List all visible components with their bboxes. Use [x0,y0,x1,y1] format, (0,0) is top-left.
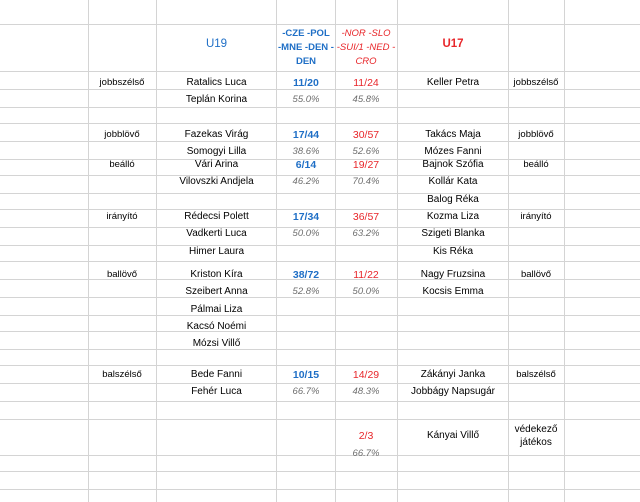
position-label-left[interactable]: jobblövő [104,129,140,140]
u19-player[interactable]: Rédecsi Polett [184,211,249,222]
u19-matches-header[interactable] [277,27,335,69]
u17-matches-line-2: -SUI/1 -NED - [336,42,396,53]
u19-player[interactable]: Ratalics Luca [186,77,247,88]
u17-player[interactable]: Nagy Fruzsina [420,269,486,280]
u19-player[interactable]: Szeibert Anna [185,286,248,298]
u19-score[interactable]: 11/20 [293,77,319,89]
u17-player[interactable]: Jobbágy Napsugár [411,386,495,398]
u17-score[interactable]: 14/29 [352,369,380,381]
grid-column-line [564,0,565,502]
grid-row-line [0,489,640,490]
u17-player[interactable]: Mózes Fanni [424,146,482,158]
u19-score[interactable]: 6/14 [295,159,317,171]
u17-matches-line-3: CRO [355,56,377,67]
position-label-right[interactable]: beálló [523,159,549,170]
goalkeeper-u17-pct[interactable]: 66.7% [352,448,380,459]
u17-score[interactable]: 11/22 [353,269,379,281]
goalkeeper-label-line-2: játékos [520,437,552,448]
u17-header[interactable]: U17 [442,38,464,50]
u19-matches-line-2: -MNE -DEN - [278,42,334,53]
u17-pct[interactable]: 48.3% [352,386,380,398]
u17-score[interactable]: 30/57 [352,129,380,141]
u19-player[interactable]: Teplán Korina [185,94,248,106]
u17-player[interactable]: Zákányi Janka [420,369,486,380]
u19-header[interactable]: U19 [205,38,228,50]
u19-score[interactable]: 17/34 [292,211,320,223]
grid-row-line [0,471,640,472]
grid-row-line [0,24,640,25]
u17-player[interactable]: Kocsis Emma [422,286,484,298]
u17-pct[interactable]: 50.0% [352,286,380,298]
u19-player[interactable]: Pálmai Liza [190,303,243,315]
u19-player[interactable]: Vári Arina [194,159,239,170]
grid-row-line [0,123,640,124]
u17-player[interactable]: Kozma Liza [426,211,480,222]
grid-row-line [0,261,640,262]
u17-player[interactable]: Kis Réka [432,245,473,257]
position-label-right[interactable]: ballövő [520,269,552,280]
u19-score[interactable]: 17/44 [292,129,320,141]
grid-row-line [0,193,640,194]
position-label-left[interactable]: balszélső [102,369,142,380]
u19-player[interactable]: Bede Fanni [190,369,243,380]
grid-row-line [0,331,640,332]
grid-row-line [0,71,640,72]
u19-matches-line-3: DEN [295,56,317,67]
position-label-right[interactable]: jobblövő [518,129,554,140]
u19-player[interactable]: Mózsi Villő [192,338,241,350]
position-label-left[interactable]: irányító [106,211,138,222]
u17-player[interactable]: Kollár Kata [428,176,478,188]
u19-matches-line-1: -CZE -POL [282,28,330,39]
u19-pct[interactable]: 52.8% [292,286,320,298]
u19-pct[interactable]: 66.7% [292,386,320,398]
u19-score[interactable]: 10/15 [292,369,320,381]
grid-row-line [0,365,640,366]
u19-pct[interactable]: 46.2% [292,176,320,188]
u17-matches-line-1: -NOR -SLO [341,28,391,39]
position-label-left[interactable]: beálló [109,159,135,170]
u19-player[interactable]: Vilovszki Andjela [179,176,254,188]
position-label-left[interactable]: jobbszélső [99,77,145,88]
u17-matches-header[interactable] [336,27,396,69]
u19-player[interactable]: Kriston Kíra [190,269,243,280]
u19-player[interactable]: Vadkerti Luca [186,228,247,240]
position-label-right[interactable]: balszélső [516,369,556,380]
goalkeeper-u17-player[interactable]: Kányai Villő [426,430,480,441]
u17-player[interactable]: Bajnok Szófia [422,159,484,170]
u19-player[interactable]: Somogyi Lilla [186,146,247,158]
u19-pct[interactable]: 38.6% [292,146,320,158]
goalkeeper-label-right[interactable] [509,420,563,452]
u17-score[interactable]: 11/24 [353,77,379,89]
u17-score[interactable]: 19/27 [352,159,380,171]
grid-row-line [0,349,640,350]
u19-score[interactable]: 38/72 [292,269,320,281]
u19-player[interactable]: Fehér Luca [191,386,242,398]
grid-row-line [0,401,640,402]
position-label-right[interactable]: jobbszélső [513,77,559,88]
goalkeeper-u17-score[interactable]: 2/3 [358,430,374,442]
position-label-right[interactable]: irányító [520,211,552,222]
u19-player[interactable]: Himer Laura [188,245,245,257]
grid-row-line [0,245,640,246]
u17-player[interactable]: Keller Petra [426,77,480,88]
u17-player[interactable]: Takács Maja [425,129,481,140]
u19-pct[interactable]: 55.0% [292,94,320,106]
u19-player[interactable]: Fazekas Virág [184,129,249,140]
u17-player[interactable]: Szigeti Blanka [421,228,485,240]
u17-pct[interactable]: 45.8% [352,94,380,106]
u17-pct[interactable]: 63.2% [352,228,380,240]
u17-pct[interactable]: 52.6% [352,146,380,158]
u17-player[interactable]: Balog Réka [427,193,479,205]
u17-pct[interactable]: 70.4% [352,176,380,188]
goalkeeper-label-line-1: védekező [514,424,558,435]
u17-score[interactable]: 36/57 [352,211,380,223]
u19-player[interactable]: Kacsó Noémi [186,320,247,332]
position-label-left[interactable]: ballövő [106,269,138,280]
u19-pct[interactable]: 50.0% [292,228,320,240]
grid-row-line [0,455,640,456]
grid-row-line [0,315,640,316]
